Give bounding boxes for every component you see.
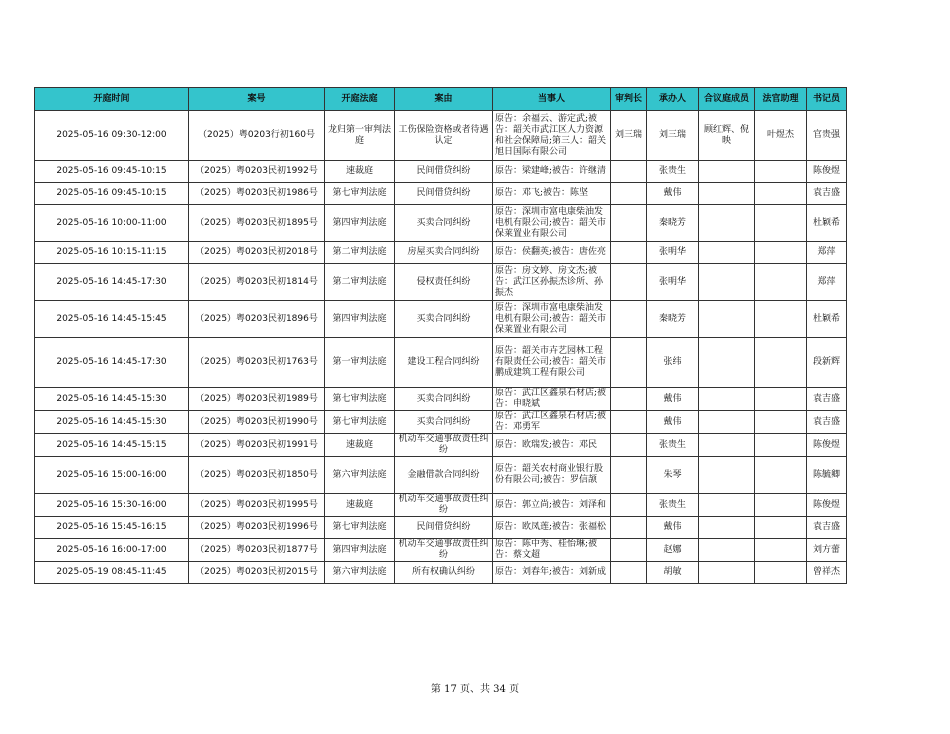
- judge-in-charge-cell: 刘三瑞: [647, 111, 699, 161]
- column-header: 开庭时间: [35, 88, 189, 111]
- clerk-cell: 袁吉盛: [807, 411, 847, 434]
- judge-in-charge-cell: 胡敏: [647, 562, 699, 584]
- hearing-time-cell: 2025-05-16 14:45-15:15: [35, 434, 189, 457]
- case-number-cell: （2025）粤0203民初2018号: [189, 242, 325, 264]
- judge-in-charge-cell: 秦晓芳: [647, 205, 699, 242]
- judge-in-charge-cell: 张明华: [647, 242, 699, 264]
- table-row: [35, 242, 847, 264]
- clerk-cell: 陈俊煜: [807, 434, 847, 457]
- panel-members-cell: [699, 517, 755, 539]
- clerk-cell: 袁吉盛: [807, 517, 847, 539]
- case-number-cell: （2025）粤0203民初1895号: [189, 205, 325, 242]
- panel-members-cell: [699, 434, 755, 457]
- presiding-judge-cell: [611, 161, 647, 183]
- judge-in-charge-cell: 张纬: [647, 338, 699, 388]
- hearing-time-cell: 2025-05-16 14:45-15:45: [35, 301, 189, 338]
- table-row: [35, 338, 847, 388]
- judge-assistant-cell: [755, 338, 807, 388]
- case-cause-cell: 机动车交通事故责任纠纷: [395, 494, 493, 517]
- hearing-time-cell: 2025-05-16 14:45-17:30: [35, 264, 189, 301]
- judge-assistant-cell: [755, 161, 807, 183]
- courtroom-cell: 第六审判法庭: [325, 457, 395, 494]
- judge-assistant-cell: [755, 434, 807, 457]
- case-cause-cell: 建设工程合同纠纷: [395, 338, 493, 388]
- hearing-time-cell: 2025-05-16 15:00-16:00: [35, 457, 189, 494]
- parties-cell: 原告：余福云、游定武;被告：韶关市武江区人力资源和社会保障局;第三人：韶关旭日国际有限公司: [493, 111, 611, 161]
- parties-cell: 原告：韶关市卉艺园林工程有限责任公司;被告：韶关市鹏成建筑工程有限公司: [493, 338, 611, 388]
- case-cause-cell: 工伤保险资格或者待遇认定: [395, 111, 493, 161]
- presiding-judge-cell: [611, 301, 647, 338]
- judge-in-charge-cell: 秦晓芳: [647, 301, 699, 338]
- judge-assistant-cell: [755, 242, 807, 264]
- courtroom-cell: 速裁庭: [325, 434, 395, 457]
- case-number-cell: （2025）粤0203民初1990号: [189, 411, 325, 434]
- column-header: 承办人: [647, 88, 699, 111]
- page-footer: 第 17 页、共 34 页: [430, 684, 520, 695]
- panel-members-cell: [699, 264, 755, 301]
- judge-in-charge-cell: 赵娜: [647, 539, 699, 562]
- courtroom-cell: 第七审判法庭: [325, 388, 395, 411]
- panel-members-cell: [699, 562, 755, 584]
- clerk-cell: 郑萍: [807, 242, 847, 264]
- hearing-time-cell: 2025-05-16 15:45-16:15: [35, 517, 189, 539]
- hearing-time-cell: 2025-05-16 14:45-15:30: [35, 388, 189, 411]
- judge-assistant-cell: [755, 539, 807, 562]
- panel-members-cell: [699, 183, 755, 205]
- courtroom-cell: 第七审判法庭: [325, 183, 395, 205]
- judge-assistant-cell: [755, 562, 807, 584]
- parties-cell: 原告：梁建峰;被告：许继清: [493, 161, 611, 183]
- judge-assistant-cell: 叶煜杰: [755, 111, 807, 161]
- case-number-cell: （2025）粤0203民初1814号: [189, 264, 325, 301]
- courtroom-cell: 龙归第一审判法庭: [325, 111, 395, 161]
- hearing-time-cell: 2025-05-16 16:00-17:00: [35, 539, 189, 562]
- presiding-judge-cell: [611, 517, 647, 539]
- presiding-judge-cell: [611, 183, 647, 205]
- case-cause-cell: 买卖合同纠纷: [395, 388, 493, 411]
- table-body: [35, 111, 847, 584]
- presiding-judge-cell: [611, 205, 647, 242]
- column-header: 案由: [395, 88, 493, 111]
- judge-in-charge-cell: 朱琴: [647, 457, 699, 494]
- hearing-time-cell: 2025-05-16 14:45-17:30: [35, 338, 189, 388]
- panel-members-cell: [699, 411, 755, 434]
- clerk-cell: 陈毓卿: [807, 457, 847, 494]
- case-cause-cell: 民间借贷纠纷: [395, 161, 493, 183]
- hearing-time-cell: 2025-05-16 09:45-10:15: [35, 183, 189, 205]
- case-cause-cell: 机动车交通事故责任纠纷: [395, 434, 493, 457]
- clerk-cell: 曾祥杰: [807, 562, 847, 584]
- judge-in-charge-cell: 张贵生: [647, 494, 699, 517]
- parties-cell: 原告：武江区鑫泉石材店;被告：申晓斌: [493, 388, 611, 411]
- judge-assistant-cell: [755, 388, 807, 411]
- column-header: 审判长: [611, 88, 647, 111]
- parties-cell: 原告：侯翻英;被告：唐佐亮: [493, 242, 611, 264]
- parties-cell: 原告：邓飞;被告：陈坚: [493, 183, 611, 205]
- judge-assistant-cell: [755, 457, 807, 494]
- courtroom-cell: 第四审判法庭: [325, 539, 395, 562]
- clerk-cell: 袁吉盛: [807, 388, 847, 411]
- case-number-cell: （2025）粤0203民初1989号: [189, 388, 325, 411]
- column-header: 法官助理: [755, 88, 807, 111]
- case-number-cell: （2025）粤0203民初1877号: [189, 539, 325, 562]
- parties-cell: 原告：陈中秀、桂怡琳;被告：蔡文超: [493, 539, 611, 562]
- parties-cell: 原告：欧瑞发;被告：邓民: [493, 434, 611, 457]
- case-cause-cell: 买卖合同纠纷: [395, 411, 493, 434]
- clerk-cell: 刘方蕾: [807, 539, 847, 562]
- table-row: [35, 457, 847, 494]
- case-cause-cell: 民间借贷纠纷: [395, 183, 493, 205]
- presiding-judge-cell: [611, 434, 647, 457]
- presiding-judge-cell: [611, 242, 647, 264]
- case-cause-cell: 买卖合同纠纷: [395, 205, 493, 242]
- hearing-schedule-table: [34, 87, 847, 584]
- clerk-cell: 陈俊煜: [807, 161, 847, 183]
- hearing-time-cell: 2025-05-16 14:45-15:30: [35, 411, 189, 434]
- courtroom-cell: 第六审判法庭: [325, 562, 395, 584]
- case-cause-cell: 所有权确认纠纷: [395, 562, 493, 584]
- case-cause-cell: 机动车交通事故责任纠纷: [395, 539, 493, 562]
- case-number-cell: （2025）粤0203行初160号: [189, 111, 325, 161]
- case-cause-cell: 民间借贷纠纷: [395, 517, 493, 539]
- courtroom-cell: 第七审判法庭: [325, 517, 395, 539]
- table-row: [35, 111, 847, 161]
- hearing-time-cell: 2025-05-16 15:30-16:00: [35, 494, 189, 517]
- case-cause-cell: 金融借款合同纠纷: [395, 457, 493, 494]
- judge-in-charge-cell: 戴伟: [647, 183, 699, 205]
- hearing-time-cell: 2025-05-16 10:15-11:15: [35, 242, 189, 264]
- parties-cell: 原告：郭立尚;被告：刘泽和: [493, 494, 611, 517]
- panel-members-cell: [699, 494, 755, 517]
- table-row: [35, 411, 847, 434]
- presiding-judge-cell: [611, 388, 647, 411]
- panel-members-cell: [699, 205, 755, 242]
- clerk-cell: 杜颖希: [807, 301, 847, 338]
- parties-cell: 原告：深圳市富电康柴油发电机有限公司;被告：韶关市保莱置业有限公司: [493, 301, 611, 338]
- table-row: [35, 388, 847, 411]
- clerk-cell: 官贵强: [807, 111, 847, 161]
- parties-cell: 原告：武江区鑫泉石材店;被告：邓勇军: [493, 411, 611, 434]
- column-header: 开庭法庭: [325, 88, 395, 111]
- presiding-judge-cell: [611, 411, 647, 434]
- panel-members-cell: [699, 161, 755, 183]
- case-cause-cell: 房屋买卖合同纠纷: [395, 242, 493, 264]
- clerk-cell: 陈俊煜: [807, 494, 847, 517]
- judge-in-charge-cell: 张贵生: [647, 161, 699, 183]
- case-number-cell: （2025）粤0203民初1986号: [189, 183, 325, 205]
- table-row: [35, 434, 847, 457]
- judge-assistant-cell: [755, 301, 807, 338]
- table-row: [35, 562, 847, 584]
- courtroom-cell: 第七审判法庭: [325, 411, 395, 434]
- parties-cell: 原告：深圳市富电康柴油发电机有限公司;被告：韶关市保莱置业有限公司: [493, 205, 611, 242]
- case-cause-cell: 侵权责任纠纷: [395, 264, 493, 301]
- panel-members-cell: [699, 338, 755, 388]
- judge-assistant-cell: [755, 411, 807, 434]
- table-row: [35, 494, 847, 517]
- column-header: 当事人: [493, 88, 611, 111]
- hearing-time-cell: 2025-05-16 09:30-12:00: [35, 111, 189, 161]
- panel-members-cell: [699, 388, 755, 411]
- courtroom-cell: 第二审判法庭: [325, 264, 395, 301]
- presiding-judge-cell: [611, 338, 647, 388]
- parties-cell: 原告：刘春年;被告：刘新成: [493, 562, 611, 584]
- courtroom-cell: 第四审判法庭: [325, 301, 395, 338]
- hearing-time-cell: 2025-05-16 09:45-10:15: [35, 161, 189, 183]
- table-row: [35, 264, 847, 301]
- judge-assistant-cell: [755, 205, 807, 242]
- courtroom-cell: 速裁庭: [325, 494, 395, 517]
- table-row: [35, 301, 847, 338]
- case-number-cell: （2025）粤0203民初1992号: [189, 161, 325, 183]
- case-number-cell: （2025）粤0203民初1850号: [189, 457, 325, 494]
- case-number-cell: （2025）粤0203民初1763号: [189, 338, 325, 388]
- parties-cell: 原告：房文婷、房文杰;被告：武江区孙振杰诊所、孙振杰: [493, 264, 611, 301]
- table-row: [35, 161, 847, 183]
- column-header: 案号: [189, 88, 325, 111]
- presiding-judge-cell: [611, 494, 647, 517]
- case-number-cell: （2025）粤0203民初1996号: [189, 517, 325, 539]
- judge-assistant-cell: [755, 494, 807, 517]
- judge-in-charge-cell: 戴伟: [647, 388, 699, 411]
- panel-members-cell: [699, 301, 755, 338]
- hearing-time-cell: 2025-05-19 08:45-11:45: [35, 562, 189, 584]
- table-row: [35, 183, 847, 205]
- table-row: [35, 539, 847, 562]
- table-row: [35, 205, 847, 242]
- presiding-judge-cell: [611, 539, 647, 562]
- header-row: [35, 88, 847, 111]
- judge-assistant-cell: [755, 264, 807, 301]
- parties-cell: 原告：欧凤莲;被告：张福松: [493, 517, 611, 539]
- parties-cell: 原告：韶关农村商业银行股份有限公司;被告：罗信颉: [493, 457, 611, 494]
- courtroom-cell: 速裁庭: [325, 161, 395, 183]
- clerk-cell: 袁吉盛: [807, 183, 847, 205]
- column-header: 合议庭成员: [699, 88, 755, 111]
- hearing-time-cell: 2025-05-16 10:00-11:00: [35, 205, 189, 242]
- clerk-cell: 段新辉: [807, 338, 847, 388]
- case-number-cell: （2025）粤0203民初2015号: [189, 562, 325, 584]
- presiding-judge-cell: 刘三瑞: [611, 111, 647, 161]
- presiding-judge-cell: [611, 562, 647, 584]
- judge-in-charge-cell: 张贵生: [647, 434, 699, 457]
- clerk-cell: 杜颖希: [807, 205, 847, 242]
- judge-in-charge-cell: 张明华: [647, 264, 699, 301]
- courtroom-cell: 第二审判法庭: [325, 242, 395, 264]
- panel-members-cell: [699, 457, 755, 494]
- case-number-cell: （2025）粤0203民初1995号: [189, 494, 325, 517]
- courtroom-cell: 第四审判法庭: [325, 205, 395, 242]
- column-header: 书记员: [807, 88, 847, 111]
- panel-members-cell: [699, 539, 755, 562]
- clerk-cell: 郑萍: [807, 264, 847, 301]
- case-number-cell: （2025）粤0203民初1991号: [189, 434, 325, 457]
- courtroom-cell: 第一审判法庭: [325, 338, 395, 388]
- judge-in-charge-cell: 戴伟: [647, 517, 699, 539]
- judge-assistant-cell: [755, 517, 807, 539]
- table-row: [35, 517, 847, 539]
- case-number-cell: （2025）粤0203民初1896号: [189, 301, 325, 338]
- judge-in-charge-cell: 戴伟: [647, 411, 699, 434]
- panel-members-cell: [699, 242, 755, 264]
- presiding-judge-cell: [611, 264, 647, 301]
- panel-members-cell: 顾红辉、倪映: [699, 111, 755, 161]
- case-cause-cell: 买卖合同纠纷: [395, 301, 493, 338]
- judge-assistant-cell: [755, 183, 807, 205]
- presiding-judge-cell: [611, 457, 647, 494]
